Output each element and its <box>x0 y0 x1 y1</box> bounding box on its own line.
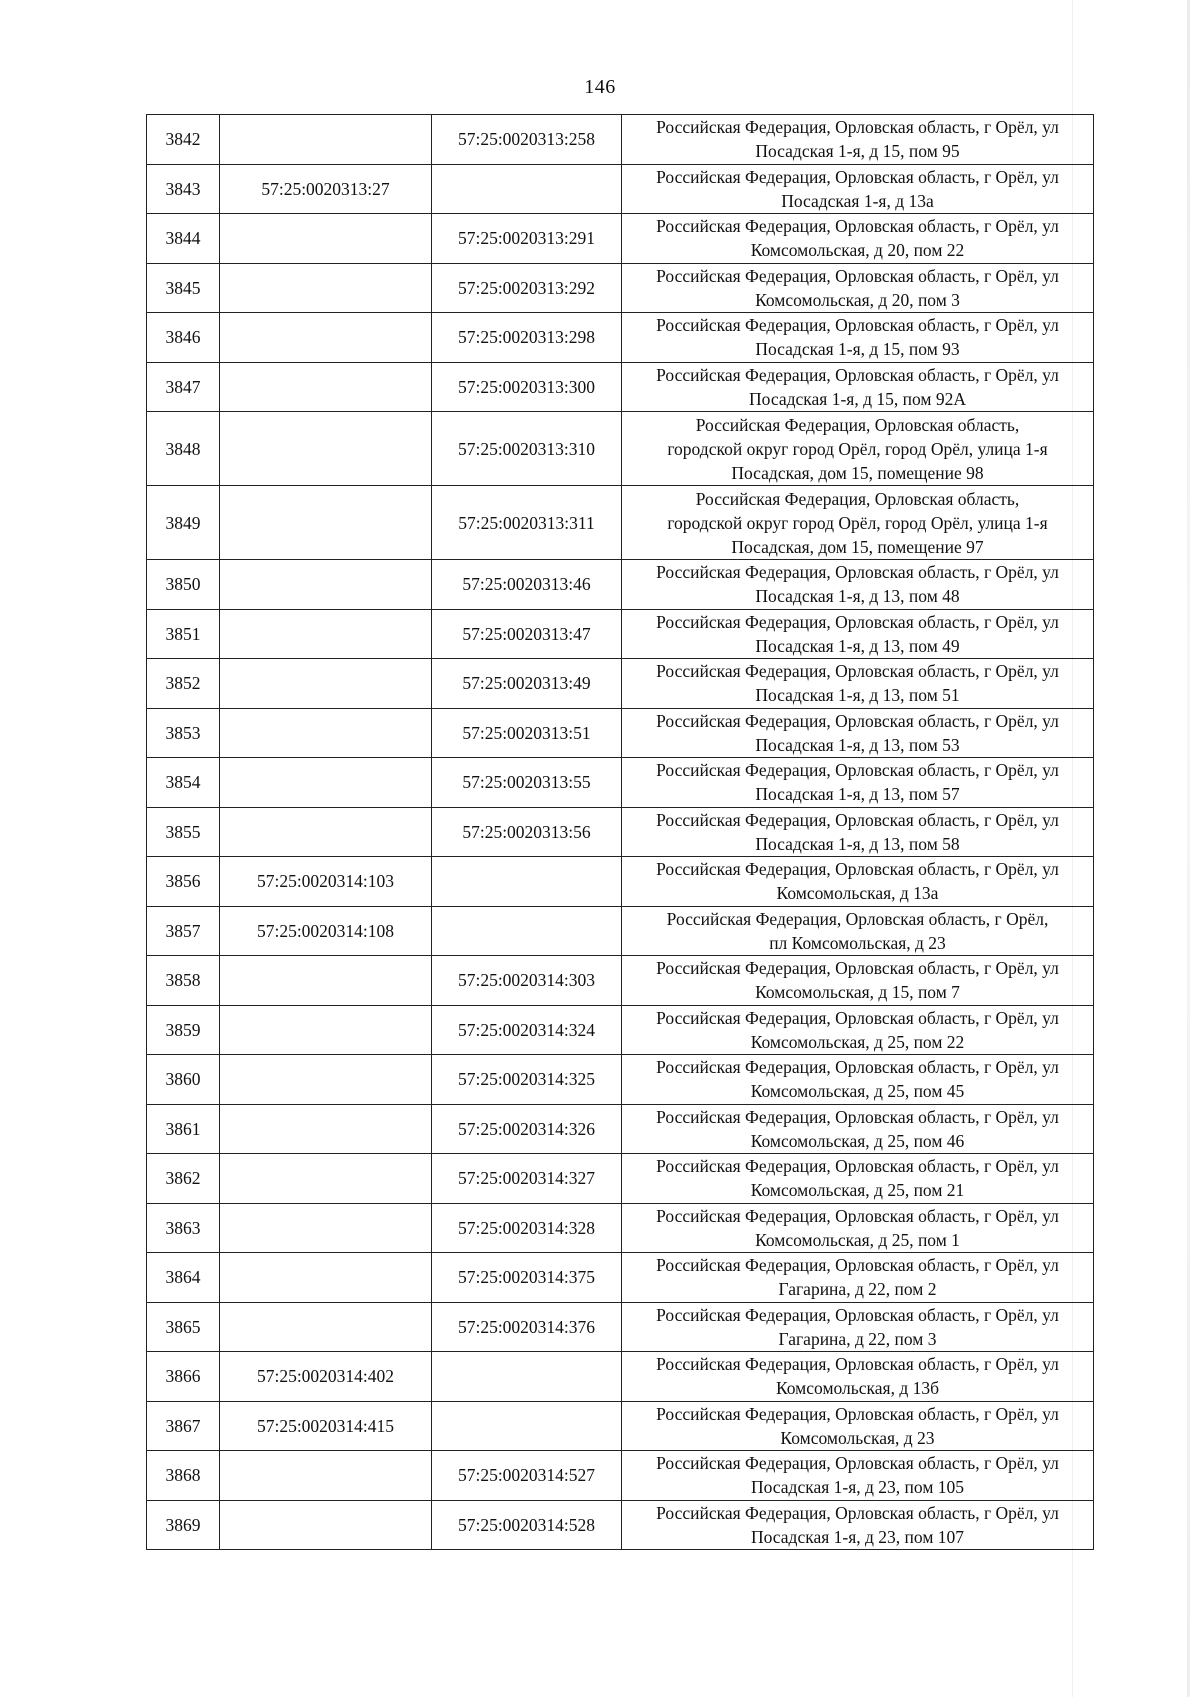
address-line: Посадская 1-я, д 15, пом 92А <box>749 388 966 409</box>
table-row <box>147 758 1094 808</box>
table-row <box>147 1104 1094 1154</box>
address-line: Комсомольская, д 20, пом 22 <box>750 240 965 261</box>
premises-cadastral-number-cell: 57:25:0020314:528 <box>432 1500 622 1550</box>
address-line: Посадская 1-я, д 13, пом 53 <box>755 734 960 755</box>
table-row <box>147 1401 1094 1451</box>
premises-cadastral-number-cell: 57:25:0020313:258 <box>432 115 622 165</box>
premises-cadastral-number-cell: 57:25:0020314:303 <box>432 956 622 1006</box>
address-line: Российская Федерация, Орловская область, г Орёл, ул <box>656 166 1059 187</box>
cadastral-number-cell: 57:25:0020313:27 <box>220 164 432 214</box>
address-cell <box>622 115 1094 165</box>
table-row <box>147 486 1094 560</box>
address-cell <box>622 1253 1094 1303</box>
address-line: Комсомольская, д 25, пом 46 <box>750 1130 965 1151</box>
cadastral-number-cell <box>220 659 432 709</box>
table-row <box>147 560 1094 610</box>
table-row <box>147 1253 1094 1303</box>
address-cell <box>622 758 1094 808</box>
address-cell <box>622 560 1094 610</box>
table-row <box>147 1055 1094 1105</box>
cadastral-number-cell <box>220 807 432 857</box>
address-line: Комсомольская, д 13а <box>776 883 939 904</box>
table-row <box>147 362 1094 412</box>
row-number-cell: 3849 <box>147 486 220 560</box>
address-line: Посадская 1-я, д 13, пом 49 <box>755 635 960 656</box>
premises-cadastral-number-cell <box>432 906 622 956</box>
table-row <box>147 1203 1094 1253</box>
address-line: Российская Федерация, Орловская область, г Орёл, ул <box>656 1502 1059 1523</box>
address-line: Российская Федерация, Орловская область, г Орёл, ул <box>656 1057 1059 1078</box>
address-line: Российская Федерация, Орловская область, г Орёл, ул <box>656 611 1059 632</box>
row-number-cell: 3865 <box>147 1302 220 1352</box>
premises-cadastral-number-cell: 57:25:0020314:327 <box>432 1154 622 1204</box>
address-line: Российская Федерация, Орловская область, г Орёл, ул <box>656 1354 1059 1375</box>
row-number-cell: 3859 <box>147 1005 220 1055</box>
cadastral-number-cell <box>220 1500 432 1550</box>
address-cell <box>622 708 1094 758</box>
cadastral-number-cell <box>220 214 432 264</box>
address-line: Посадская 1-я, д 13, пом 48 <box>755 586 960 607</box>
table-row <box>147 807 1094 857</box>
cadastral-number-cell <box>220 1203 432 1253</box>
row-number-cell: 3864 <box>147 1253 220 1303</box>
page-number: 146 <box>584 76 616 98</box>
address-line: Комсомольская, д 23 <box>780 1427 935 1448</box>
address-cell <box>622 214 1094 264</box>
row-number-cell: 3845 <box>147 263 220 313</box>
row-number-cell: 3858 <box>147 956 220 1006</box>
address-line: Российская Федерация, Орловская область, г Орёл, ул <box>656 315 1059 336</box>
address-line: Российская Федерация, Орловская область, г Орёл, ул <box>656 1106 1059 1127</box>
cadastral-number-cell <box>220 956 432 1006</box>
row-number-cell: 3854 <box>147 758 220 808</box>
premises-cadastral-number-cell <box>432 164 622 214</box>
address-line: Российская Федерация, Орловская область, <box>695 488 1020 509</box>
address-line: Российская Федерация, Орловская область, г Орёл, ул <box>656 809 1059 830</box>
address-line: Российская Федерация, Орловская область, г Орёл, <box>666 908 1049 929</box>
table-row <box>147 115 1094 165</box>
cadastral-number-cell <box>220 313 432 363</box>
address-line: Российская Федерация, Орловская область, г Орёл, ул <box>656 760 1059 781</box>
premises-cadastral-number-cell <box>432 857 622 907</box>
address-cell <box>622 1401 1094 1451</box>
address-line: Российская Федерация, Орловская область, г Орёл, ул <box>656 661 1059 682</box>
address-cell <box>622 263 1094 313</box>
address-line: Российская Федерация, Орловская область, г Орёл, ул <box>656 562 1059 583</box>
row-number-cell: 3861 <box>147 1104 220 1154</box>
address-line: Посадская, дом 15, помещение 97 <box>731 536 984 557</box>
premises-cadastral-number-cell: 57:25:0020313:56 <box>432 807 622 857</box>
address-line: Комсомольская, д 25, пом 22 <box>750 1031 965 1052</box>
table-row <box>147 263 1094 313</box>
address-cell <box>622 906 1094 956</box>
address-line: Гагарина, д 22, пом 3 <box>778 1328 937 1349</box>
address-line: Посадская 1-я, д 23, пом 107 <box>750 1526 965 1547</box>
address-line: Российская Федерация, Орловская область, г Орёл, ул <box>656 1156 1059 1177</box>
address-cell <box>622 486 1094 560</box>
address-cell <box>622 609 1094 659</box>
address-line: Посадская, дом 15, помещение 98 <box>731 462 984 483</box>
table-row <box>147 708 1094 758</box>
address-line: Российская Федерация, Орловская область, г Орёл, ул <box>656 1403 1059 1424</box>
table-row <box>147 313 1094 363</box>
address-line: городской округ город Орёл, город Орёл, улица 1-я <box>667 512 1048 533</box>
row-number-cell: 3867 <box>147 1401 220 1451</box>
row-number-cell: 3852 <box>147 659 220 709</box>
row-number-cell: 3844 <box>147 214 220 264</box>
address-cell <box>622 362 1094 412</box>
address-line: пл Комсомольская, д 23 <box>769 932 946 953</box>
address-line: Комсомольская, д 25, пом 1 <box>755 1229 960 1250</box>
cadastral-number-cell <box>220 758 432 808</box>
table-row <box>147 659 1094 709</box>
cadastral-number-cell <box>220 1302 432 1352</box>
address-line: Российская Федерация, Орловская область, г Орёл, ул <box>656 216 1059 237</box>
row-number-cell: 3855 <box>147 807 220 857</box>
premises-cadastral-number-cell <box>432 1401 622 1451</box>
premises-cadastral-number-cell: 57:25:0020313:311 <box>432 486 622 560</box>
premises-cadastral-number-cell: 57:25:0020313:292 <box>432 263 622 313</box>
scan-edge-shadow <box>1187 0 1190 1697</box>
address-cell <box>622 1005 1094 1055</box>
row-number-cell: 3856 <box>147 857 220 907</box>
address-cell <box>622 659 1094 709</box>
premises-cadastral-number-cell: 57:25:0020314:325 <box>432 1055 622 1105</box>
premises-cadastral-number-cell: 57:25:0020313:55 <box>432 758 622 808</box>
address-line: Российская Федерация, Орловская область, г Орёл, ул <box>656 710 1059 731</box>
table-row <box>147 1352 1094 1402</box>
premises-cadastral-number-cell <box>432 1352 622 1402</box>
address-cell <box>622 1104 1094 1154</box>
premises-cadastral-number-cell: 57:25:0020313:291 <box>432 214 622 264</box>
row-number-cell: 3862 <box>147 1154 220 1204</box>
table-row <box>147 906 1094 956</box>
address-line: Российская Федерация, Орловская область, г Орёл, ул <box>656 958 1059 979</box>
cadastral-number-cell <box>220 560 432 610</box>
row-number-cell: 3857 <box>147 906 220 956</box>
address-cell <box>622 956 1094 1006</box>
row-number-cell: 3863 <box>147 1203 220 1253</box>
row-number-cell: 3843 <box>147 164 220 214</box>
table-row <box>147 1302 1094 1352</box>
cadastral-number-cell <box>220 412 432 486</box>
premises-cadastral-number-cell: 57:25:0020313:47 <box>432 609 622 659</box>
cadastral-number-cell <box>220 1104 432 1154</box>
row-number-cell: 3869 <box>147 1500 220 1550</box>
address-cell <box>622 1203 1094 1253</box>
table-row <box>147 1005 1094 1055</box>
premises-cadastral-number-cell: 57:25:0020314:375 <box>432 1253 622 1303</box>
address-line: Посадская 1-я, д 13, пом 58 <box>755 833 960 854</box>
address-line: Российская Федерация, Орловская область, г Орёл, ул <box>656 265 1059 286</box>
table-row <box>147 1154 1094 1204</box>
row-number-cell: 3842 <box>147 115 220 165</box>
cadastral-number-cell <box>220 1154 432 1204</box>
premises-cadastral-number-cell: 57:25:0020314:376 <box>432 1302 622 1352</box>
address-line: Российская Федерация, Орловская область, <box>695 414 1020 435</box>
address-cell <box>622 1154 1094 1204</box>
premises-cadastral-number-cell: 57:25:0020313:49 <box>432 659 622 709</box>
address-line: Посадская 1-я, д 13а <box>781 190 934 211</box>
cadastral-number-cell <box>220 1253 432 1303</box>
cadastral-number-cell <box>220 1005 432 1055</box>
premises-cadastral-number-cell: 57:25:0020313:46 <box>432 560 622 610</box>
cadastral-number-cell <box>220 362 432 412</box>
premises-cadastral-number-cell: 57:25:0020313:300 <box>432 362 622 412</box>
address-cell <box>622 1451 1094 1501</box>
address-cell <box>622 164 1094 214</box>
address-line: Посадская 1-я, д 23, пом 105 <box>750 1477 965 1498</box>
table-row <box>147 164 1094 214</box>
table-row <box>147 1500 1094 1550</box>
address-line: Российская Федерация, Орловская область, г Орёл, ул <box>656 1007 1059 1028</box>
cadastral-number-cell <box>220 115 432 165</box>
table-row <box>147 956 1094 1006</box>
row-number-cell: 3846 <box>147 313 220 363</box>
premises-cadastral-number-cell: 57:25:0020314:324 <box>432 1005 622 1055</box>
cadastral-number-cell: 57:25:0020314:103 <box>220 857 432 907</box>
row-number-cell: 3860 <box>147 1055 220 1105</box>
address-line: Комсомольская, д 25, пом 45 <box>750 1081 965 1102</box>
address-line: Российская Федерация, Орловская область, г Орёл, ул <box>656 1205 1059 1226</box>
address-line: Комсомольская, д 15, пом 7 <box>755 982 960 1003</box>
address-line: Российская Федерация, Орловская область, г Орёл, ул <box>656 1255 1059 1276</box>
address-line: Комсомольская, д 20, пом 3 <box>755 289 960 310</box>
row-number-cell: 3851 <box>147 609 220 659</box>
premises-cadastral-number-cell: 57:25:0020314:326 <box>432 1104 622 1154</box>
address-line: Посадская 1-я, д 13, пом 51 <box>755 685 960 706</box>
address-cell <box>622 1302 1094 1352</box>
table-row <box>147 412 1094 486</box>
cadastral-number-cell: 57:25:0020314:415 <box>220 1401 432 1451</box>
row-number-cell: 3850 <box>147 560 220 610</box>
address-line: Посадская 1-я, д 15, пом 93 <box>755 339 960 360</box>
cadastral-number-cell <box>220 486 432 560</box>
premises-cadastral-number-cell: 57:25:0020313:51 <box>432 708 622 758</box>
address-cell <box>622 313 1094 363</box>
premises-cadastral-number-cell: 57:25:0020314:328 <box>432 1203 622 1253</box>
address-line: городской округ город Орёл, город Орёл, улица 1-я <box>667 438 1048 459</box>
cadastral-number-cell <box>220 1055 432 1105</box>
table-row <box>147 1451 1094 1501</box>
row-number-cell: 3847 <box>147 362 220 412</box>
address-line: Российская Федерация, Орловская область, г Орёл, ул <box>656 1304 1059 1325</box>
address-cell <box>622 1352 1094 1402</box>
address-cell <box>622 412 1094 486</box>
cadastral-number-cell <box>220 1451 432 1501</box>
table-row <box>147 214 1094 264</box>
address-line: Комсомольская, д 25, пом 21 <box>750 1180 965 1201</box>
address-line: Гагарина, д 22, пом 2 <box>778 1279 937 1300</box>
cadastral-number-cell <box>220 708 432 758</box>
address-line: Российская Федерация, Орловская область, г Орёл, ул <box>656 364 1059 385</box>
address-line: Посадская 1-я, д 15, пом 95 <box>755 141 960 162</box>
address-line: Российская Федерация, Орловская область, г Орёл, ул <box>656 859 1059 880</box>
row-number-cell: 3868 <box>147 1451 220 1501</box>
address-line: Посадская 1-я, д 13, пом 57 <box>755 784 960 805</box>
row-number-cell: 3866 <box>147 1352 220 1402</box>
cadastral-number-cell <box>220 609 432 659</box>
premises-cadastral-number-cell: 57:25:0020313:310 <box>432 412 622 486</box>
premises-cadastral-number-cell: 57:25:0020314:527 <box>432 1451 622 1501</box>
address-cell <box>622 807 1094 857</box>
table-row <box>147 609 1094 659</box>
address-line: Российская Федерация, Орловская область, г Орёл, ул <box>656 117 1059 138</box>
address-cell <box>622 1055 1094 1105</box>
address-cell <box>622 1500 1094 1550</box>
table-row <box>147 857 1094 907</box>
premises-cadastral-number-cell: 57:25:0020313:298 <box>432 313 622 363</box>
row-number-cell: 3853 <box>147 708 220 758</box>
registry-table-body <box>147 115 1094 1550</box>
address-cell <box>622 857 1094 907</box>
cadastral-number-cell: 57:25:0020314:108 <box>220 906 432 956</box>
address-line: Комсомольская, д 13б <box>775 1378 940 1399</box>
registry-table <box>146 114 1094 1550</box>
row-number-cell: 3848 <box>147 412 220 486</box>
address-line: Российская Федерация, Орловская область, г Орёл, ул <box>656 1453 1059 1474</box>
cadastral-number-cell <box>220 263 432 313</box>
cadastral-number-cell: 57:25:0020314:402 <box>220 1352 432 1402</box>
